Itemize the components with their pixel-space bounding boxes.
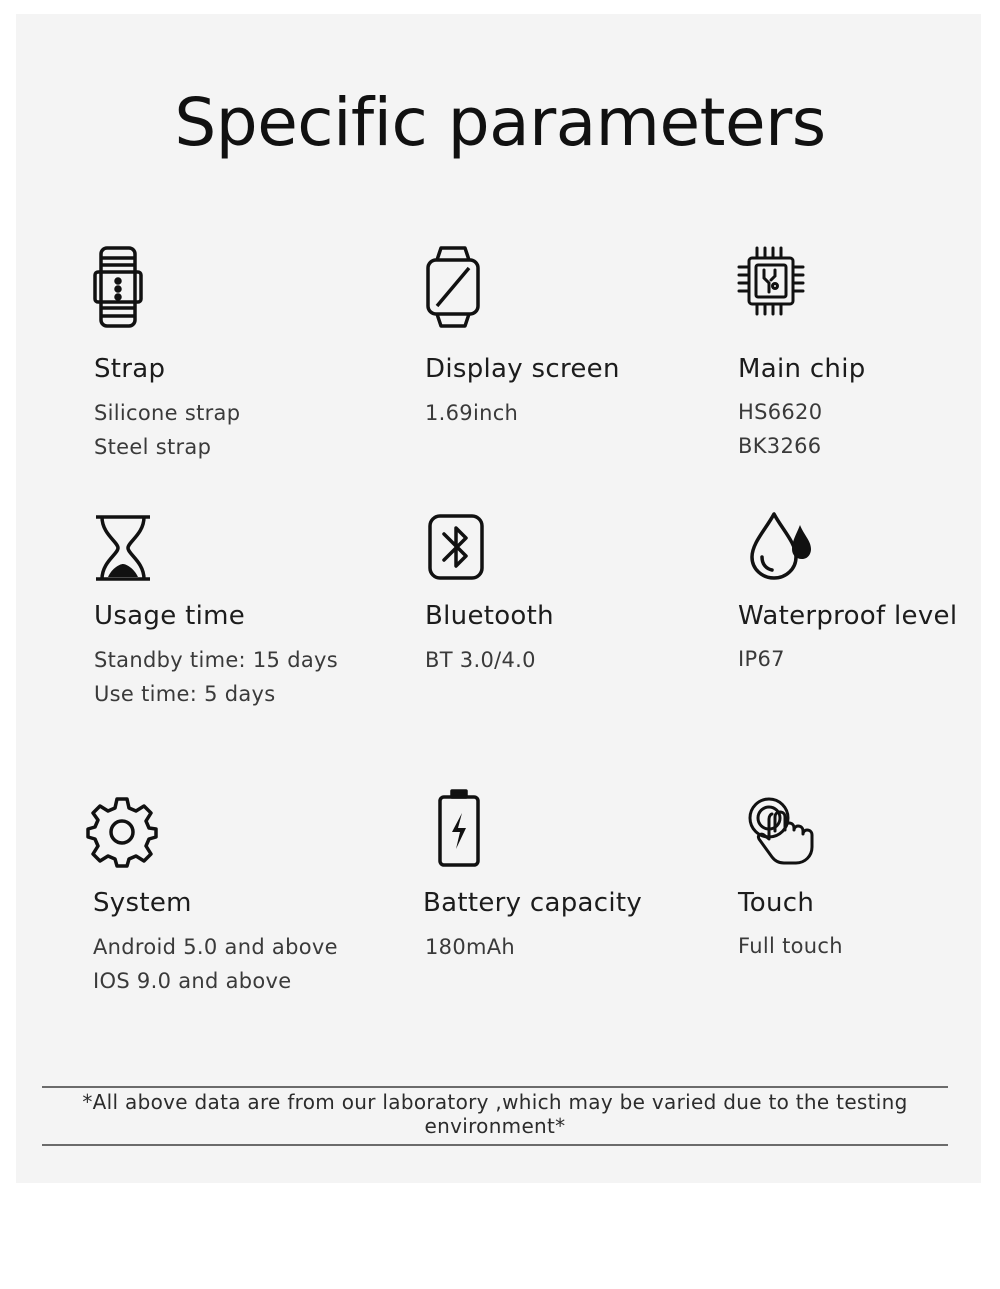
footnote-top-rule <box>42 1086 948 1088</box>
param-label-usage: Usage time <box>94 601 246 631</box>
gear-icon <box>86 796 158 868</box>
chip-icon <box>737 246 805 316</box>
footnote-bottom-rule <box>42 1144 948 1146</box>
touch-icon <box>748 797 826 867</box>
water-drops-icon <box>748 511 814 581</box>
param-label-touch: Touch <box>738 888 815 918</box>
bluetooth-icon <box>427 513 485 581</box>
param-value-strap-1: Silicone strap <box>94 401 241 425</box>
param-label-display: Display screen <box>425 354 620 384</box>
param-value-touch-1: Full touch <box>738 934 843 958</box>
param-value-system-1: Android 5.0 and above <box>93 935 338 959</box>
param-label-bluetooth: Bluetooth <box>425 601 554 631</box>
watch-screen-icon <box>425 246 481 328</box>
param-value-bluetooth-1: BT 3.0/4.0 <box>425 648 536 672</box>
hourglass-icon <box>94 514 152 582</box>
param-value-battery-1: 180mAh <box>425 935 516 959</box>
param-label-chip: Main chip <box>738 354 866 384</box>
param-value-system-2: IOS 9.0 and above <box>93 969 292 993</box>
param-label-strap: Strap <box>94 354 166 384</box>
param-value-chip-2: BK3266 <box>738 434 822 458</box>
param-value-display-1: 1.69inch <box>425 401 519 425</box>
param-label-battery: Battery capacity <box>423 888 643 918</box>
param-value-chip-1: HS6620 <box>738 400 823 424</box>
param-label-system: System <box>93 888 192 918</box>
param-value-usage-2: Use time: 5 days <box>94 682 276 706</box>
param-value-strap-2: Steel strap <box>94 435 212 459</box>
footnote: *All above data are from our laboratory ,which may be varied due to the testing environment* <box>82 1090 908 1138</box>
parameters-panel <box>16 14 981 1183</box>
battery-icon <box>437 789 481 867</box>
param-value-waterproof-1: IP67 <box>738 647 785 671</box>
param-value-usage-1: Standby time: 15 days <box>94 648 338 672</box>
page-title: Specific parameters <box>174 84 826 161</box>
strap-icon <box>93 246 143 328</box>
param-label-waterproof: Waterproof level <box>738 601 958 631</box>
